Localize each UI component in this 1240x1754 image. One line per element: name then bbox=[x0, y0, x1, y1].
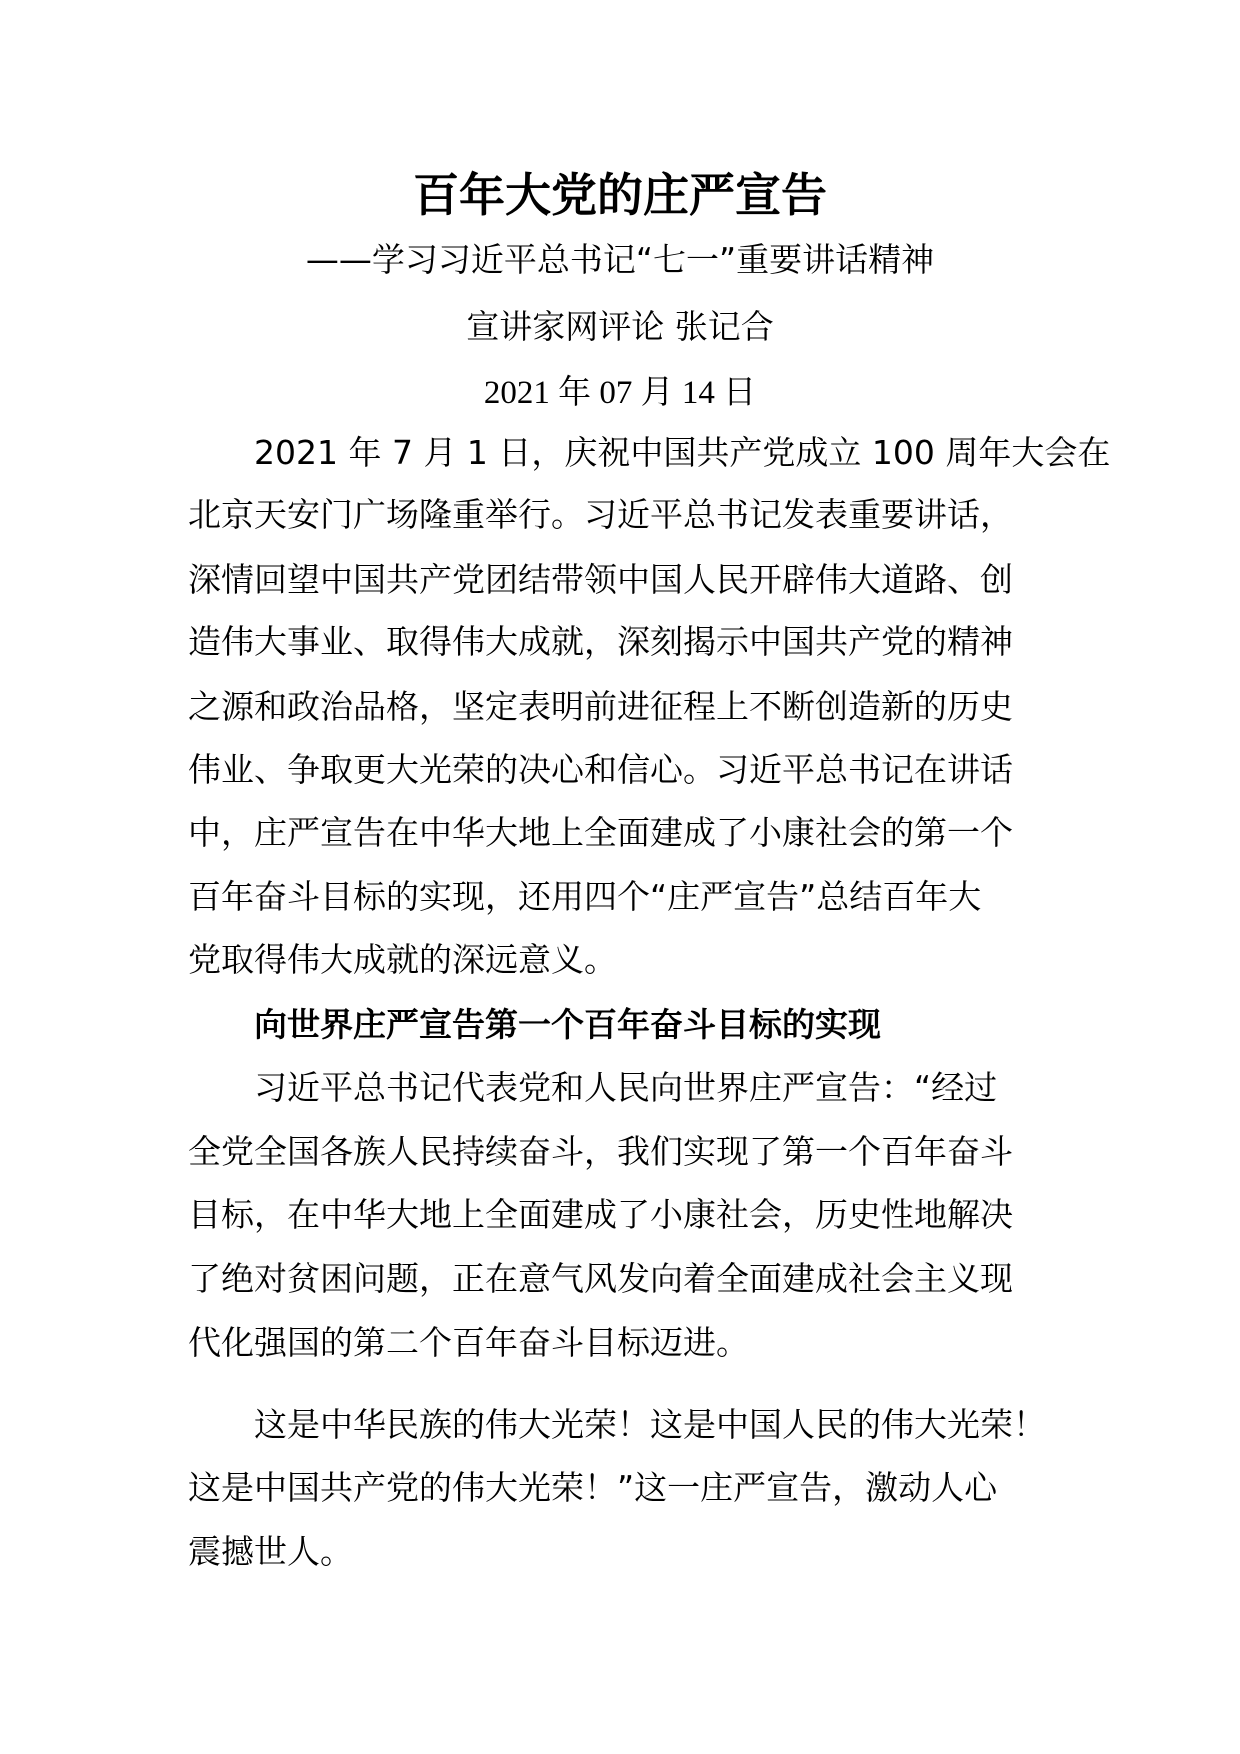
paragraph-line: 代化强国的第二个百年奋斗目标迈进。 bbox=[188, 1323, 749, 1362]
paragraph-line: 了绝对贫困问题，正在意气风发向着全面建成社会主义现 bbox=[188, 1259, 1013, 1298]
document-byline: 宣讲家网评论 张记合 bbox=[466, 307, 774, 346]
paragraph-line: 深情回望中国共产党团结带领中国人民开辟伟大道路、创 bbox=[188, 560, 1013, 599]
paragraph-line: 中，庄严宣告在中华大地上全面建成了小康社会的第一个 bbox=[188, 813, 1013, 852]
paragraph-line: 2021 年 7 月 1 日，庆祝中国共产党成立 100 周年大会在 bbox=[254, 433, 1111, 472]
paragraph-line: 党取得伟大成就的深远意义。 bbox=[188, 940, 617, 979]
paragraph-line: 伟业、争取更大光荣的决心和信心。习近平总书记在讲话 bbox=[188, 750, 1013, 789]
paragraph-line: 震撼世人。 bbox=[188, 1532, 353, 1571]
document-subtitle: ——学习习近平总书记“七一”重要讲话精神 bbox=[305, 240, 935, 279]
paragraph-line: 全党全国各族人民持续奋斗，我们实现了第一个百年奋斗 bbox=[188, 1132, 1013, 1171]
paragraph-line: 这是中国共产党的伟大光荣！”这一庄严宣告，激动人心 bbox=[188, 1468, 998, 1507]
paragraph-line: 造伟大事业、取得伟大成就，深刻揭示中国共产党的精神 bbox=[188, 622, 1013, 661]
document-date: 2021 年 07 月 14 日 bbox=[483, 375, 757, 411]
paragraph-line: 百年奋斗目标的实现，还用四个“庄严宣告”总结百年大 bbox=[188, 877, 982, 916]
paragraph-line: 习近平总书记代表党和人民向世界庄严宣告：“经过 bbox=[254, 1068, 998, 1107]
paragraph-line: 这是中华民族的伟大光荣！这是中国人民的伟大光荣！ bbox=[254, 1405, 1046, 1444]
paragraph-line: 之源和政治品格，坚定表明前进征程上不断创造新的历史 bbox=[188, 687, 1013, 726]
paragraph-line: 北京天安门广场隆重举行。习近平总书记发表重要讲话， bbox=[188, 495, 1013, 534]
document-title: 百年大党的庄严宣告 bbox=[413, 168, 827, 222]
paragraph-line: 目标，在中华大地上全面建成了小康社会，历史性地解决 bbox=[188, 1195, 1013, 1234]
section-heading: 向世界庄严宣告第一个百年奋斗目标的实现 bbox=[254, 1005, 881, 1044]
